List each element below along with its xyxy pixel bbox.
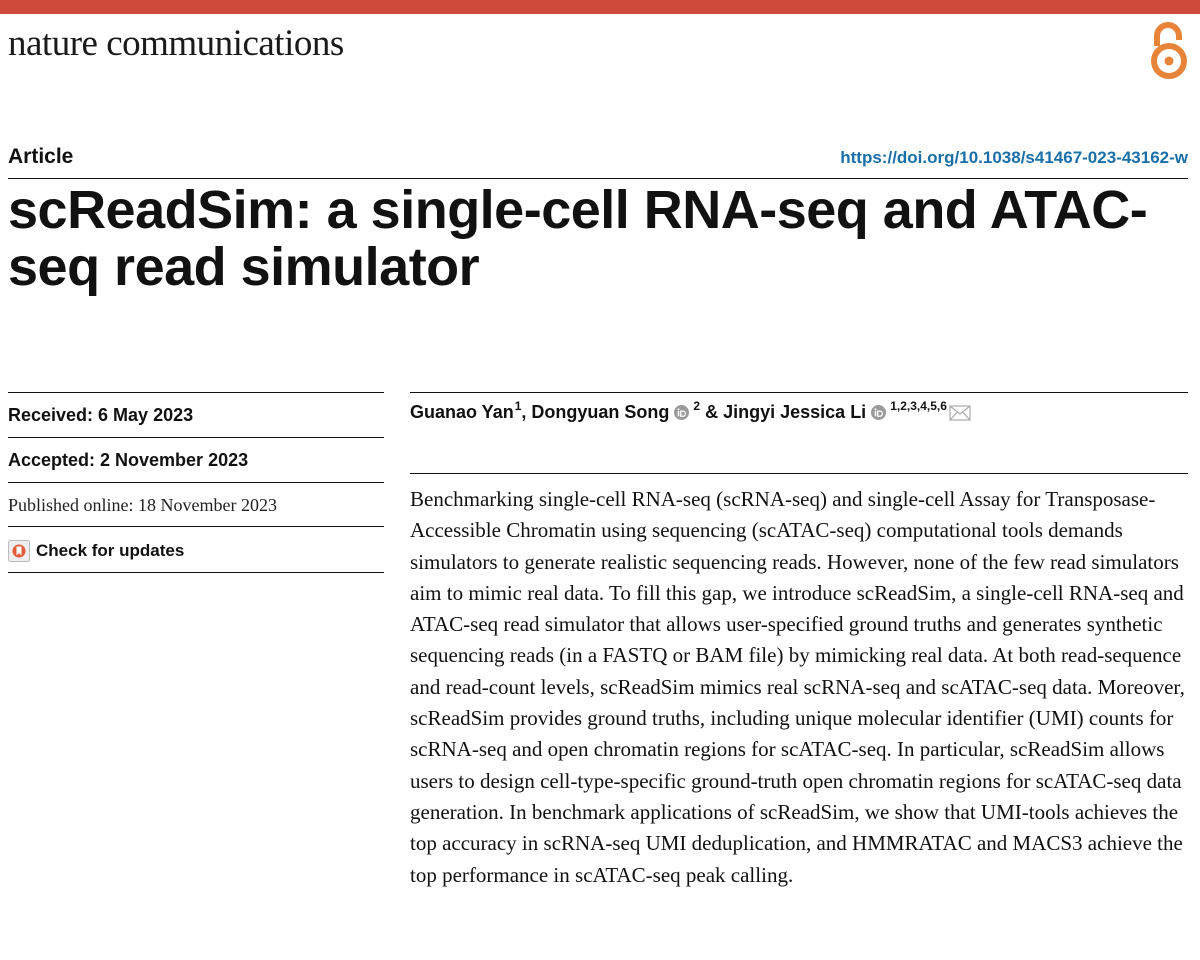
abstract-divider bbox=[410, 473, 1188, 474]
author-name[interactable]: Dongyuan Song bbox=[531, 402, 670, 422]
author-name[interactable]: Jingyi Jessica Li bbox=[723, 402, 867, 422]
author-separator: , bbox=[521, 402, 532, 422]
dates-divider bbox=[8, 572, 384, 573]
dates-divider bbox=[8, 437, 384, 438]
open-access-icon bbox=[1146, 20, 1192, 82]
check-updates-label: Check for updates bbox=[36, 541, 185, 560]
check-updates-icon bbox=[8, 540, 30, 562]
authors-divider bbox=[410, 392, 1188, 393]
article-type: Article bbox=[8, 145, 74, 168]
dates-divider bbox=[8, 392, 384, 393]
dates-divider bbox=[8, 526, 384, 527]
check-updates-button[interactable] bbox=[8, 540, 184, 562]
published-date: Published online: 18 November 2023 bbox=[8, 495, 277, 515]
doi-link[interactable]: https://doi.org/10.1038/s41467-023-43162-w bbox=[840, 148, 1188, 167]
author-name[interactable]: Guanao Yan bbox=[410, 402, 514, 422]
accepted-date: Accepted: 2 November 2023 bbox=[8, 450, 249, 470]
received-date: Received: 6 May 2023 bbox=[8, 405, 194, 425]
author-affiliation: 1 bbox=[514, 398, 522, 413]
journal-color-bar bbox=[0, 0, 1200, 14]
header-divider bbox=[8, 178, 1188, 179]
orcid-icon[interactable] bbox=[871, 405, 886, 420]
author-affiliation: 1,2,3,4,5,6 bbox=[890, 398, 947, 413]
abstract-text: Benchmarking single-cell RNA-seq (scRNA-seq) and single-cell Assay for Transposase-Accessible Chromatin using sequencing (scATAC-seq) computational tools demands simulators to generate realistic sequencing reads. However, none of the few read simulators aim to mimic real data. To fill this gap, we introduce scReadSim, a single-cell RNA-seq and ATAC-seq read simulator that allows user-specified ground truths and generates synthetic sequencing reads (in a FASTQ or BAM file) by mimicking real data. At both read-sequence and read-count levels, scReadSim mimics real scRNA-seq and scATAC-seq data. Moreover, scReadSim provides ground truths, including unique molecular identifier (UMI) counts for scRNA-seq and open chromatin regions for scATAC-seq. In particular, scReadSim allows users to design cell-type-specific ground-truth open chromatin regions for scATAC-seq data generation. In benchmark applications of scReadSim, we show that UMI-tools achieves the top accuracy in scRNA-seq UMI deduplication, and HMMRATAC and MACS3 achieve the top performance in scATAC-seq peak calling. bbox=[410, 487, 1185, 887]
article-title: scReadSim: a single-cell RNA-seq and ATAC-seq read simulator bbox=[8, 180, 1148, 298]
author-affiliation: 2 bbox=[693, 398, 701, 413]
orcid-icon[interactable] bbox=[674, 405, 689, 420]
dates-divider bbox=[8, 482, 384, 483]
author-separator: & bbox=[700, 402, 724, 422]
journal-name[interactable]: nature communications bbox=[8, 23, 344, 64]
author-list bbox=[410, 398, 971, 423]
email-icon[interactable] bbox=[949, 405, 971, 421]
